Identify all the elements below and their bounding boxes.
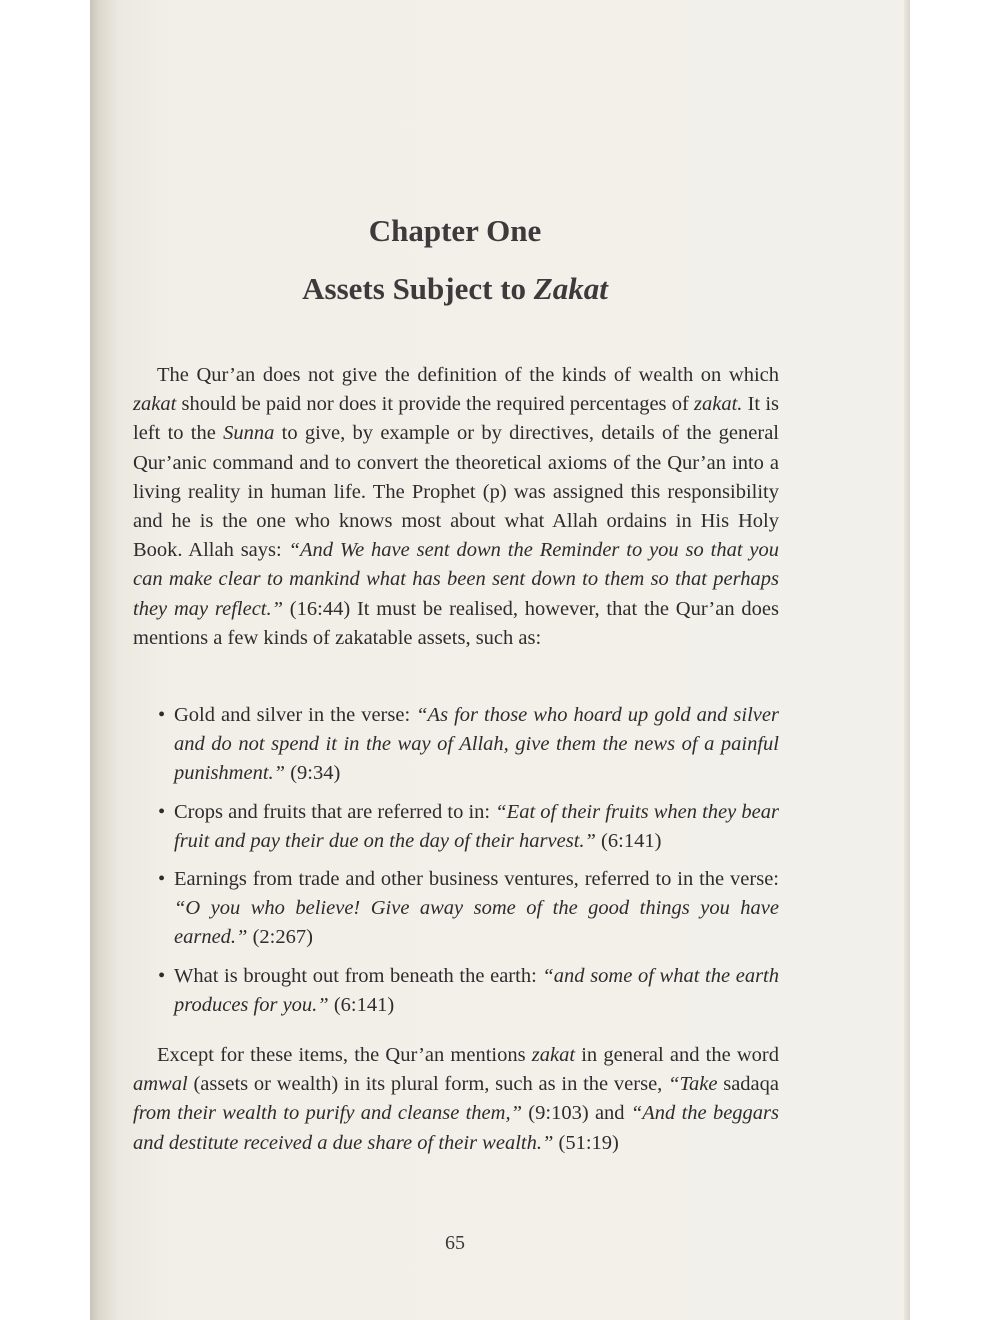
text-run: in general and the word (575, 1044, 779, 1066)
page-number: 65 (445, 1232, 465, 1254)
text-run-italic: zakat (531, 1044, 576, 1066)
text-run: Gold and silver in the verse: (174, 704, 417, 726)
text-run: sadaqa (717, 1073, 780, 1096)
paragraph-conclusion (133, 1041, 779, 1158)
quran-quote: “Take (668, 1073, 718, 1096)
subtitle-text: Assets Subject to (302, 271, 534, 306)
subtitle-italic: Zakat (533, 271, 608, 306)
text-run: The Qur’an does not give the definition of the kinds of wealth on which (157, 364, 779, 386)
quran-quote: from their wealth to purify and cleanse them,” (133, 1102, 522, 1125)
verse-reference: (51:19) (553, 1131, 619, 1154)
text-run: to give, by example or by directives, details of the general Qur’anic command and to convert the theoretical axioms of the Qur’an into a living reality in human life. The Prophet (p) was assigned this responsibility and he is the one who knows most about what Allah ordains in His Holy Book. Allah says: (133, 422, 779, 562)
text-run-italic: zakat. (694, 393, 743, 416)
list-item (158, 798, 779, 856)
book-page (90, 0, 910, 1320)
quran-quote: “As for those who hoard up gold and silver and do not spend it in the way of Allah, give them the news of a painful punishment.” (174, 704, 779, 785)
verse-reference: (6:141) (328, 993, 395, 1016)
text-run: (16:44) It must be realised, however, that the Qur’an does mentions a few kinds of zakatable assets, such as: (133, 597, 779, 649)
text-run-italic: amwal (133, 1073, 188, 1096)
text-run: Earnings from trade and other business ventures, referred to in the verse: (174, 868, 779, 891)
quran-quote: “And the beggars and destitute received a due share of their wealth.” (133, 1102, 780, 1154)
verse-reference: (9:103) and (522, 1102, 631, 1125)
quran-quote: “O you who believe! Give away some of the good things you have earned.” (174, 897, 779, 949)
list-item (158, 962, 779, 1020)
text-run: should be paid nor does it provide the required percentages of (176, 393, 694, 416)
text-run: What is brought out from beneath the earth: (174, 964, 543, 987)
bullet-icon: • (158, 704, 166, 726)
quran-quote: “Eat of their fruits when they bear fruit and pay their due on the day of their harvest.” (174, 800, 779, 852)
paragraph-intro (133, 361, 779, 653)
text-run: It is left to the (133, 393, 779, 445)
list-item (158, 865, 779, 953)
bullet-icon: • (158, 868, 166, 891)
list-item (158, 701, 779, 789)
zakatable-assets-list (158, 701, 779, 1029)
verse-reference: (2:267) (247, 926, 313, 949)
text-run: Crops and fruits that are referred to in: (174, 800, 496, 823)
verse-reference: (6:141) (595, 829, 662, 852)
text-run: Except for these items, the Qur’an mentions (157, 1044, 532, 1066)
text-run: (assets or wealth) in its plural form, such as in the verse, (187, 1073, 669, 1096)
bullet-icon: • (158, 800, 166, 823)
quran-quote: “and some of what the earth produces for you.” (174, 964, 779, 1016)
text-run-italic: zakat (133, 393, 177, 416)
chapter-subtitle (90, 271, 820, 307)
verse-reference: (9:34) (285, 762, 341, 785)
chapter-title: Chapter One (368, 213, 542, 248)
quran-quote: “And We have sent down the Reminder to you so that you can make clear to mankind what has been sent down to them so that perhaps they may reflect.” (133, 539, 779, 620)
bullet-icon: • (158, 964, 166, 987)
text-run-italic: Sunna (223, 422, 275, 445)
